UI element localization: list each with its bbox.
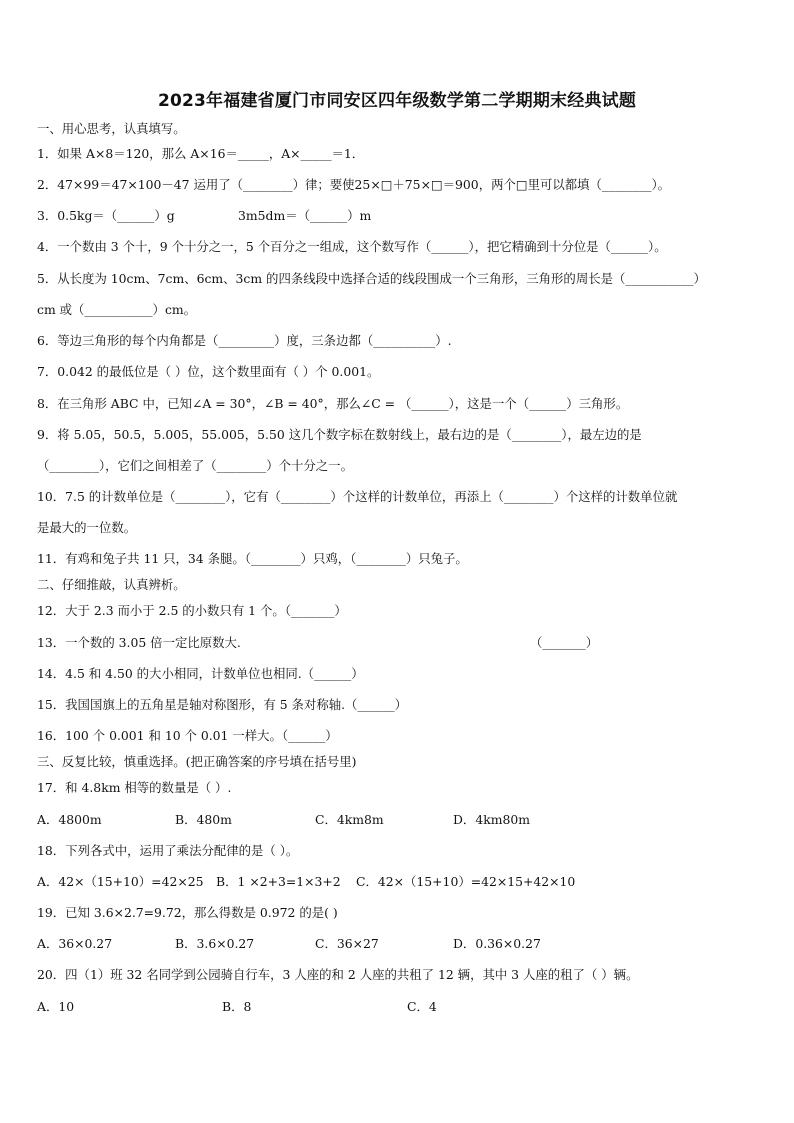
q19-option-c: C．36×27 [315, 936, 379, 951]
q20-option-a: A．10 [37, 999, 75, 1014]
question-10-line1: 10．7.5 的计数单位是（________），它有（________）个这样的计数单位，再添上（________）个这样的计数单位就 [37, 489, 678, 504]
q20-option-b: B．8 [222, 999, 252, 1014]
q18-option-c: C．42×（15+10）=42×15+42×10 [356, 874, 576, 889]
question-6: 6．等边三角形的每个内角都是（_________）度，三条边都（__________）. [37, 333, 452, 348]
question-2: 2．47×99＝47×100－47 运用了（________）律；要使25×□＋75×□＝900，两个□里可以都填（________）。 [37, 177, 671, 192]
q17-option-d: D．4km80m [453, 812, 530, 827]
question-8: 8．在三角形 ABC 中，已知∠A = 30°，∠B = 40°，那么∠C = （______），这是一个（______）三角形。 [37, 396, 629, 411]
q19-option-d: D．0.36×0.27 [453, 936, 541, 951]
question-7: 7．0.042 的最低位是（ ）位，这个数里面有（ ）个 0.001。 [37, 364, 380, 379]
question-5-line2: cm 或（___________）cm。 [37, 302, 197, 317]
question-1: 1．如果 A×8＝120，那么 A×16＝_____，A×_____＝1． [37, 146, 365, 161]
question-18: 18．下列各式中，运用了乘法分配律的是（ ）。 [37, 843, 299, 858]
q19-option-b: B．3.6×0.27 [175, 936, 255, 951]
question-11: 11．有鸡和兔子共 11 只，34 条腿。（________）只鸡，（________）只兔子。 [37, 551, 468, 566]
page-title: 2023年福建省厦门市同安区四年级数学第二学期期末经典试题 [157, 91, 637, 111]
question-13-blank: （_______） [530, 635, 599, 650]
q17-option-b: B．480m [175, 812, 232, 827]
q17-option-c: C．4km8m [315, 812, 384, 827]
question-15: 15．我国国旗上的五角星是轴对称图形，有 5 条对称轴.（______） [37, 697, 408, 712]
question-9-line1: 9．将 5.05，50.5，5.005，55.005，5.50 这几个数字标在数射线上，最右边的是（________），最左边的是 [37, 427, 642, 442]
q19-option-a: A．36×0.27 [37, 936, 113, 951]
question-12: 12．大于 2.3 而小于 2.5 的小数只有 1 个。（_______） [37, 603, 347, 618]
section-1-heading: 一、用心思考，认真填写。 [37, 121, 186, 136]
question-19: 19．已知 3.6×2.7=9.72，那么得数是 0.972 的是( ) [37, 905, 338, 920]
question-9-line2: （________），它们之间相差了（________）个十分之一。 [37, 458, 353, 473]
question-16: 16．100 个 0.001 和 10 个 0.01 一样大。（______） [37, 728, 338, 743]
question-14: 14．4.5 和 4.50 的大小相同，计数单位也相同.（______） [37, 666, 364, 681]
question-5-line1: 5．从长度为 10cm、7cm、6cm、3cm 的四条线段中选择合适的线段围成一个三角形，三角形的周长是（___________） [37, 271, 706, 286]
question-3a: 3．0.5kg＝（______）g [37, 208, 175, 223]
q18-option-a: A．42×（15+10）=42×25 [37, 874, 204, 889]
question-10-line2: 是最大的一位数。 [37, 520, 137, 535]
q20-option-c: C．4 [407, 999, 437, 1014]
q17-option-a: A．4800m [37, 812, 102, 827]
section-3-heading: 三、反复比较，慎重选择。(把正确答案的序号填在括号里) [37, 754, 357, 769]
question-4: 4．一个数由 3 个十，9 个十分之一，5 个百分之一组成，这个数写作（______），把它精确到十分位是（______）。 [37, 239, 667, 254]
question-13: 13．一个数的 3.05 倍一定比原数大. [37, 635, 241, 650]
section-2-heading: 二、仔细推敲，认真辨析。 [37, 577, 186, 592]
question-20: 20．四（1）班 32 名同学到公园骑自行车，3 人座的和 2 人座的共租了 12 辆，其中 3 人座的租了（ ）辆。 [37, 967, 639, 982]
question-3b: 3m5dm＝（______）m [238, 208, 372, 223]
question-17: 17．和 4.8km 相等的数量是（ ）. [37, 780, 232, 795]
q18-option-b: B．1 ×2+3=1×3+2 [216, 874, 341, 889]
